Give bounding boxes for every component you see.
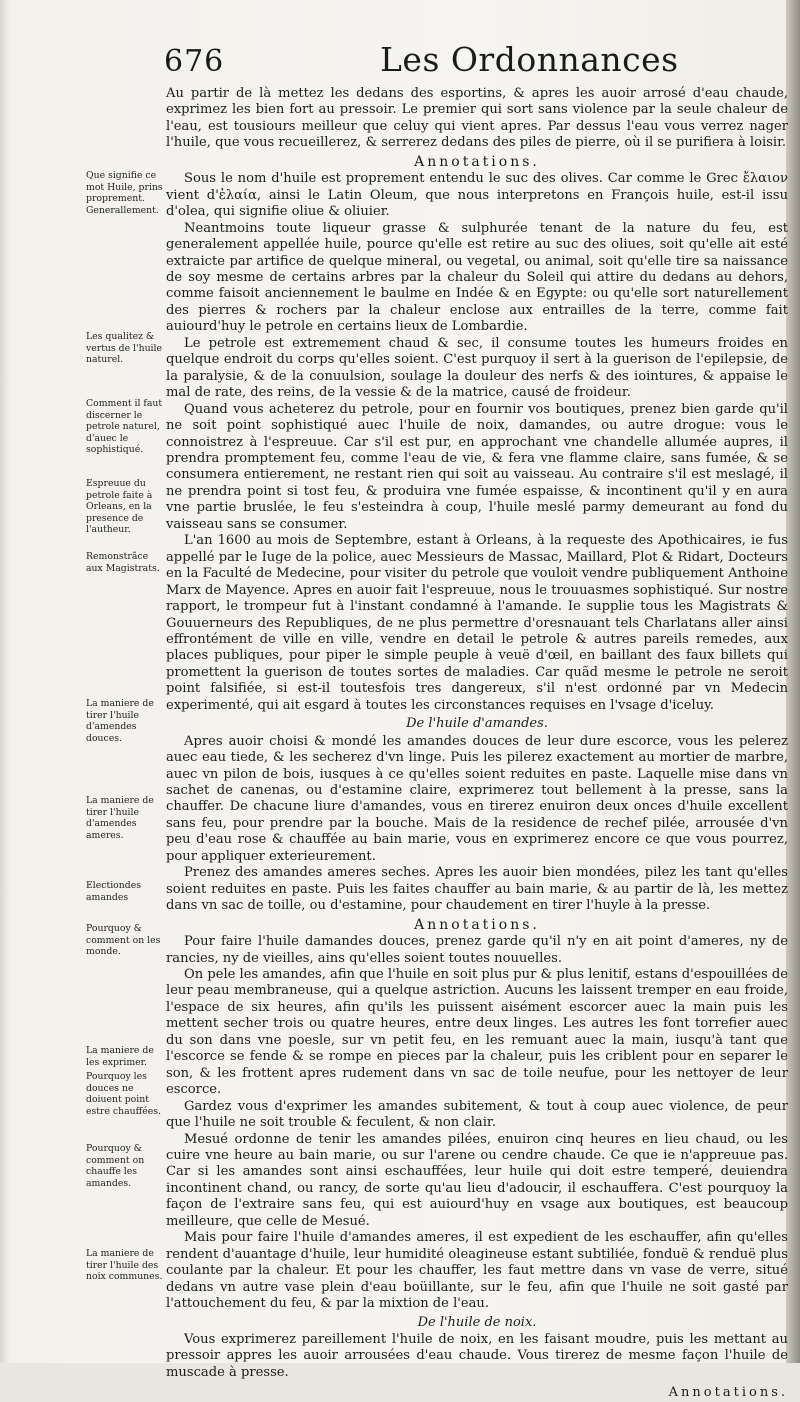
paragraph: Gardez vous d'exprimer les amandes subitement, & tout à coup auec violence, de peur que l'huile ne soit trouble & feculent, & non clair.: [166, 1098, 788, 1131]
paragraph: Le petrole est extremement chaud & sec, il consume toutes les humeurs froides en quelque endroit du corps qu'elles soient. C'est purquoy il sert à la guerison de l'epilepsie, de la paralysie, & de la conuulsion, soulage la douleur des nerfs & des iointures, & appaise le mal de rate, des reins, de la vessie & de la matrice, causé de froideur.: [166, 335, 788, 401]
paragraph: Neantmoins toute liqueur grasse & sulphurée tenant de la nature du feu, est generalement appellée huile, pource qu'elle est retire au suc des oliues, soit qu'elle ait esté extraicte par artifice de quelque mineral, ou vegetal, ou animal, soit qu'elle tire sa naissance de soy mesme de certains arbres par la chaleur du Soleil qui attire du dedans au dehors, comme faisoit anciennement le baulme en Indée & en Egypte: ou qu'elle sort naturellement des pierres & rochers par la chaleur enclose aux entrailles de la terre, comme fait auiourd'huy le petrole en certains lieux de Lombardie.: [166, 220, 788, 335]
section-subheading: De l'huile de noix.: [417, 1314, 537, 1330]
paragraph: Vous exprimerez pareillement l'huile de noix, en les faisant moudre, puis les mettant au pressoir appres les auoir arrousées d'eau chaude. Vous tirerez de mesme façon l'huile de muscade à presse.: [166, 1331, 788, 1380]
paragraph: Quand vous acheterez du petrole, pour en fournir vos boutiques, prenez bien garde qu'il ne soit point sophistiqué auec l'huile de noix, damandes, ou autre drogue: vous le connoistrez à l'espreuue. Car s'il est pur, en approchant vne chandelle allumée aupres, il prendra promptement feu, comme l'eau de vie, & fera vne flamme claire, sans fumée, & se consumera entierement, ne restant rien qui soit au vaisseau. Au contraire s'il est meslagé, il ne prendra point si tost feu, & produira vne fumée espaisse, & incontinent qu'il y en aura vne partie bruslée, le feu s'esteindra à coup, l'huile meslé parmy demeurant au fond du vaisseau sans se consumer.: [166, 401, 788, 532]
margin-note: La maniere de tirer l'huile d'amendes ameres.: [86, 795, 154, 841]
paragraph: Pour faire l'huile damandes douces, prenez garde qu'il n'y en ait point d'ameres, ny de rancies, ny de vieilles, ains qu'elles soient toutes nouuelles.: [166, 934, 788, 966]
margin-note: Les qualitez & vertus de l'huile naturel.: [86, 331, 163, 366]
margin-note: Electiondes amandes: [86, 880, 141, 903]
catchword: Annotations.: [668, 1385, 788, 1401]
paragraph: L'an 1600 au mois de Septembre, estant à Orleans, à la requeste des Apothicaires, ie fus appellé par le Iuge de la police, auec Messieurs de Massac, Maillard, Plot & Ridart, Docteurs en la Faculté de Medecine, pour visiter du petrole que vouloit vendre publiquement Anthoine Marx de Mayence. Apres en auoir fait l'espreuue, nous le trouuasmes sophistiqué. Sur nostre rapport, le trompeur fut à l'instant condamné à l'amande. Ie supplie tous les Magistrats & Gouuerneurs des Republiques, de ne plus permettre d'oresnauant tels Charlatans aller ainsi effrontément de ville en ville, vendre en detail le petrole & autres pareils remedes, aux places publiques, pour piper le simple peuple à veuë d'œil, en baillant des faux billets qui promettent la guerison de toutes sortes de maladies. Car quãd mesme le petrole ne seroit point falsifiée, si est-il toutesfois tres dangereux, s'il n'est ordonné par vn Medecin experimenté, qui ait esgard à toutes les circonstances requises en l'vsage d'iceluy.: [166, 533, 788, 713]
margin-note: Comment il faut discerner le petrole naturel, d'auec le sophistiqué.: [86, 398, 163, 456]
margin-note: Que signifie ce mot Huile, prins proprement. Generallement.: [86, 170, 163, 216]
margin-note: La maniere de les exprimer.: [86, 1045, 154, 1068]
margin-note: La maniere de tirer l'huile d'amendes douces.: [86, 698, 154, 744]
paragraph: Apres auoir choisi & mondé les amandes douces de leur dure escorce, vous les pelerez auec eau tiede, & les secherez d'vn linge. Puis les pilerez exactement au mortier de marbre, auec vn pilon de bois, iusques à ce qu'elles soient reduites en paste. Laquelle mise dans vn sachet de canenas, ou d'estamine claire, exprimerez tout bellement à la presse, sans la chauffer. De chacune liure d'amandes, vous en tirerez enuiron deux onces d'huile excellent sans feu, pour prendre par la bouche. Mais de la residence de rechef pilée, arrousée d'vn peu d'eau rose & chauffée au bain marie, vous en exprimerez encore ce que vous pourrez, pour appliquer exterieurement.: [166, 733, 788, 864]
paragraph: Mais pour faire l'huile d'amandes ameres, il est expedient de les eschauffer, afin qu'elles rendent d'auantage d'huile, leur humidité oleagineuse estant subtiliée, fonduë & renduë plus coulante par la chaleur. Et pour les chauffer, les faut mettre dans vn vase de verre, situé dedans vn autre vase plein d'eau boüillante, sur le feu, afin que l'huile ne soit gasté par l'attouchement du feu, & par la mixtion de l'eau.: [166, 1230, 788, 1312]
main-text: [166, 86, 788, 1402]
paragraph: On pele les amandes, afin que l'huile en soit plus pur & plus lenitif, estans d'espouillées de leur peau membraneuse, qui a quelque astriction. Aucuns les laissent tremper en eau froide, l'espace de six heures, afin qu'ils les puissent aisément escorcer auec la main puis les mettent secher trois ou quatre heures, entre deux linges. Les autres les font torrefier auec du son dans vne poesle, sur vn petit feu, en les remuant auec la main, iusqu'à tant que l'escorce se fende & se rompe en pieces par la chaleur, puis les criblent pour en separer le son, & les frottent apres rudement dans vn sac de toile neufue, pour les nettoyer de leur escorce.: [166, 967, 788, 1098]
paragraph: Prenez des amandes ameres seches. Apres les auoir bien mondées, pilez les tant qu'elles soient reduites en paste. Puis les faites chauffer au bain marie, & au partir de là, les mettez dans vn sac de toille, ou d'estamine, pour chaudement en tirer l'huyle à la presse.: [166, 865, 788, 914]
page-number: 676: [164, 44, 225, 79]
margin-note: Pourquoy & comment on les monde.: [86, 923, 161, 958]
margin-note: Espreuue du petrole faite à Orleans, en la presence de l'autheur.: [86, 478, 153, 536]
running-title: Les Ordonnances: [380, 40, 679, 79]
paragraph: Au partir de là mettez les dedans des esportins, & apres les auoir arrosé d'eau chaude, exprimez les bien fort au pressoir. Le premier qui sort sans violence par la seule chaleur de l'eau, est tousiours meilleur que celuy qui vient apres. Par dessus l'eau vous verrez nager l'huile, que vous recueillerez, & serrerez dedans des piles de pierre, où il se purifiera à loisir.: [166, 86, 788, 151]
page-header: [164, 40, 794, 92]
margin-note: La maniere de tirer l'huile des noix communes.: [86, 1248, 163, 1283]
margin-note: Remonstrãce aux Magistrats.: [86, 551, 160, 574]
section-heading: Annotations.: [414, 153, 540, 170]
paragraph: Sous le nom d'huile est proprement entendu le suc des olives. Car comme le Grec ἔλαιον vient d'ἐλαία, ainsi le Latin Oleum, que nous interpretons en François huile, est-il issu d'olea, qui signifie oliue & oliuier.: [166, 171, 788, 220]
margin-note: Pourquoy & comment on chauffe les amandes.: [86, 1143, 145, 1189]
section-subheading: De l'huile d'amandes.: [406, 716, 548, 732]
margin-note: Pourquoy les douces ne doiuent point estre chauffées.: [86, 1071, 161, 1117]
paragraph: Mesué ordonne de tenir les amandes pilées, enuiron cinq heures en lieu chaud, ou les cuire vne heure au bain marie, ou sur l'arene ou cendre chaude. Ce que ie n'appreuue pas. Car si les amandes sont ainsi eschauffées, leur huile qui doit estre temperé, deuiendra incontinent chand, ou rancy, de sorte qu'au lieu d'adoucir, il eschauffera. C'est pourquoy la façon de l'extraire sans feu, qui est auiourd'huy en vsage aux boutiques, est beaucoup meilleure, que celle de Mesué.: [166, 1131, 788, 1229]
section-heading: Annotations.: [414, 916, 540, 933]
page-binding-shadow: [786, 0, 800, 1363]
